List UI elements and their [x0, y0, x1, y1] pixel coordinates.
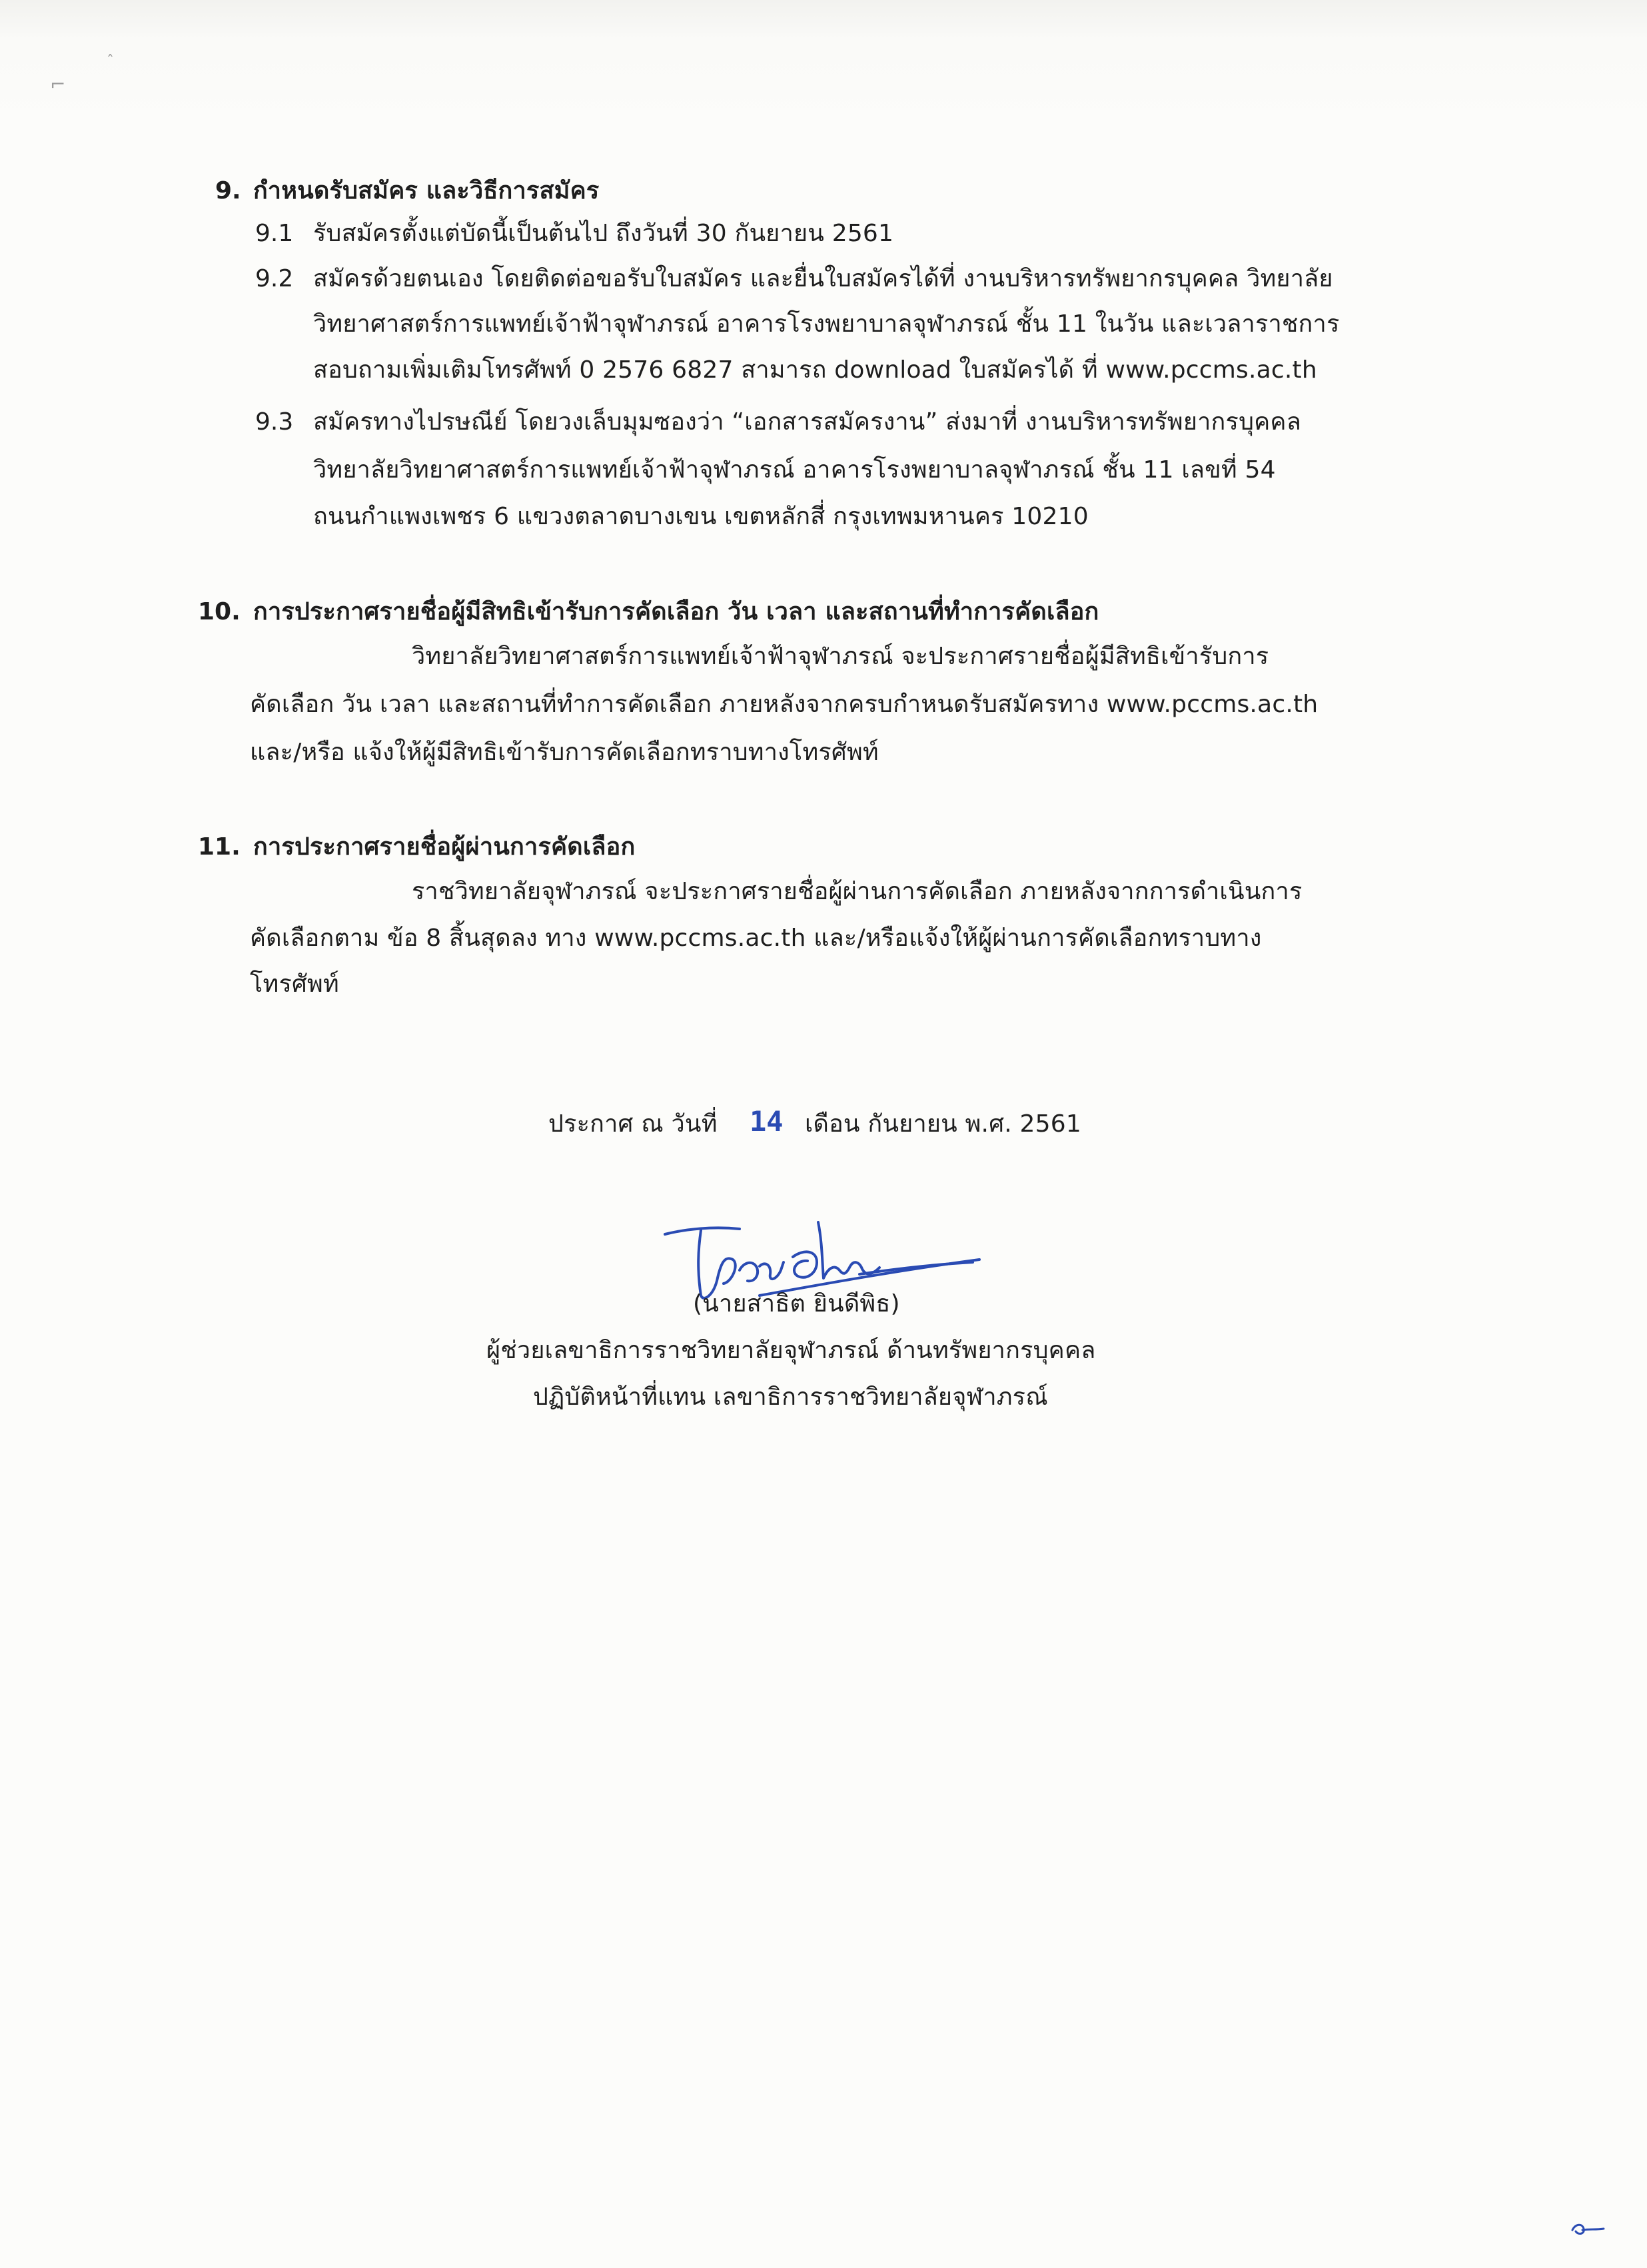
- section-10-line-2: คัดเลือก วัน เวลา และสถานที่ทำการคัดเลือก ภายหลังจากครบกำหนดรับสมัครทาง www.pccms.ac.th: [250, 691, 1319, 718]
- scan-mark: ˆ: [107, 53, 114, 70]
- signatory-position-1: ผู้ช่วยเลขาธิการราชวิทยาลัยจุฬาภรณ์ ด้านทรัพยากรบุคคล: [486, 1337, 1096, 1364]
- handwritten-initial-mark: [1569, 2218, 1606, 2238]
- signatory-name: (นายสาธิต ยินดีพิธ): [693, 1290, 900, 1318]
- item-9-2-number: 9.2: [255, 265, 294, 292]
- scan-mark: ⌐: [50, 73, 66, 95]
- section-11-heading: การประกาศรายชื่อผู้ผ่านการคัดเลือก: [253, 833, 636, 861]
- section-10-heading: การประกาศรายชื่อผู้มีสิทธิเข้ารับการคัดเลือก วัน เวลา และสถานที่ทำการคัดเลือก: [253, 598, 1099, 625]
- item-9-3-line-3: ถนนกำแพงเพชร 6 แขวงตลาดบางเขน เขตหลักสี่ กรุงเทพมหานคร 10210: [313, 503, 1089, 530]
- section-11-line-1: ราชวิทยาลัยจุฬาภรณ์ จะประกาศรายชื่อผู้ผ่านการคัดเลือก ภายหลังจากการดำเนินการ: [412, 878, 1303, 905]
- section-10-line-3: และ/หรือ แจ้งให้ผู้มีสิทธิเข้ารับการคัดเลือกทราบทางโทรศัพท์: [250, 739, 879, 766]
- section-11-number: 11.: [198, 833, 241, 861]
- announcement-suffix: เดือน กันยายน พ.ศ. 2561: [805, 1110, 1081, 1138]
- section-9-number: 9.: [215, 177, 241, 204]
- item-9-2-line-3: สอบถามเพิ่มเติมโทรศัพท์ 0 2576 6827 สามารถ download ใบสมัครได้ ที่ www.pccms.ac.th: [313, 356, 1317, 384]
- item-9-3-number: 9.3: [255, 408, 294, 436]
- item-9-1-line-1: รับสมัครตั้งแต่บัดนี้เป็นต้นไป ถึงวันที่ 30 กันยายน 2561: [313, 220, 894, 247]
- item-9-2-line-2: วิทยาศาสตร์การแพทย์เจ้าฟ้าจุฬาภรณ์ อาคารโรงพยาบาลจุฬาภรณ์ ชั้น 11 ในวัน และเวลาราชการ: [313, 310, 1340, 338]
- section-11-line-2: คัดเลือกตาม ข้อ 8 สิ้นสุดลง ทาง www.pccms.ac.th และ/หรือแจ้งให้ผู้ผ่านการคัดเลือกทราบทาง: [250, 925, 1262, 952]
- section-10-number: 10.: [198, 598, 241, 625]
- section-11-line-3: โทรศัพท์: [250, 970, 339, 998]
- section-10-line-1: วิทยาลัยวิทยาศาสตร์การแพทย์เจ้าฟ้าจุฬาภรณ์ จะประกาศรายชื่อผู้มีสิทธิเข้ารับการ: [412, 643, 1269, 670]
- item-9-1-number: 9.1: [255, 220, 294, 247]
- announcement-prefix: ประกาศ ณ วันที่: [548, 1110, 718, 1138]
- section-9-heading: กำหนดรับสมัคร และวิธีการสมัคร: [253, 177, 600, 204]
- item-9-3-line-1: สมัครทางไปรษณีย์ โดยวงเล็บมุมซองว่า “เอกสารสมัครงาน” ส่งมาที่ งานบริหารทรัพยากรบุคคล: [313, 408, 1301, 436]
- signatory-position-2: ปฏิบัติหน้าที่แทน เลขาธิการราชวิทยาลัยจุฬาภรณ์: [533, 1383, 1048, 1411]
- item-9-2-line-1: สมัครด้วยตนเอง โดยติดต่อขอรับใบสมัคร และยื่นใบสมัครได้ที่ งานบริหารทรัพยากรบุคคล วิทยาลัย: [313, 265, 1333, 292]
- handwritten-day: 14: [750, 1105, 784, 1138]
- item-9-3-line-2: วิทยาลัยวิทยาศาสตร์การแพทย์เจ้าฟ้าจุฬาภรณ์ อาคารโรงพยาบาลจุฬาภรณ์ ชั้น 11 เลขที่ 54: [313, 456, 1276, 484]
